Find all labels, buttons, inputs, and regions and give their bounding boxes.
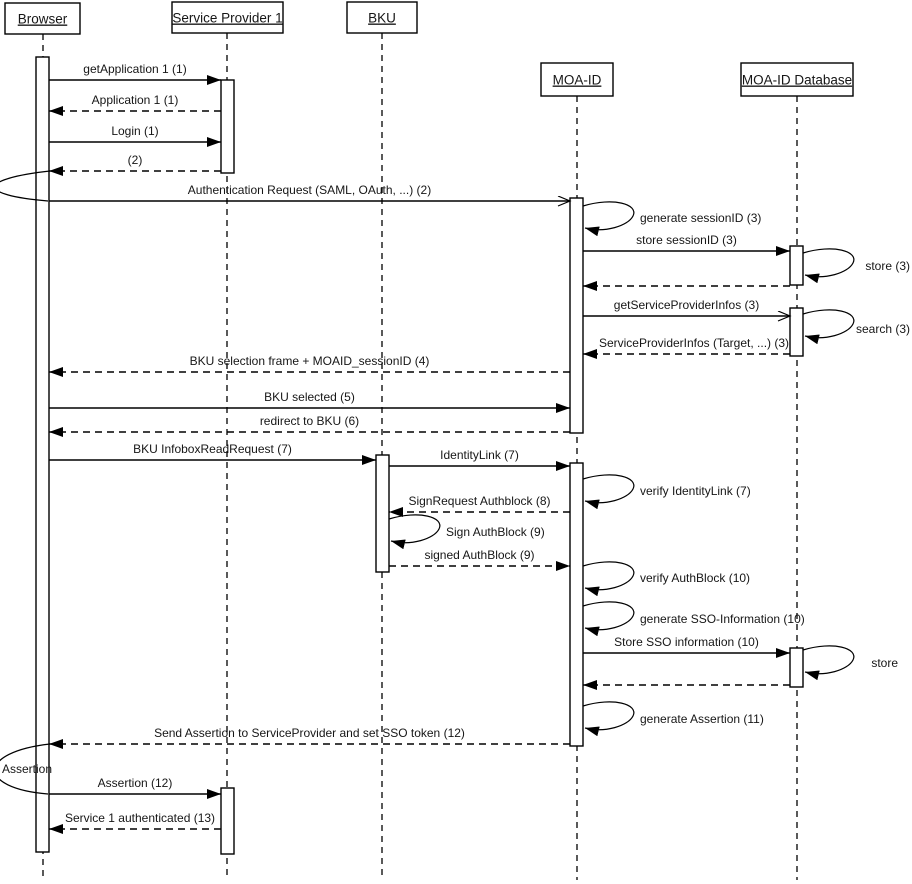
loop-sign-authblock-curve	[389, 515, 440, 543]
msg-authentication-request-label: Authentication Request (SAML, OAuth, ...) (2)	[187, 183, 432, 197]
msg-bku-infobox-read-request	[49, 442, 376, 460]
loop-verify-identity-link-curve	[583, 475, 634, 503]
activation-sp1-top	[221, 80, 234, 173]
loop-generate-sso-information-curve	[583, 602, 634, 630]
msg-bku-selection-frame	[49, 354, 570, 372]
msg-bku-selected-label: BKU selected (5)	[264, 390, 355, 404]
msg-store-sso-information	[583, 635, 790, 653]
activation-moaid-1	[570, 198, 583, 433]
actor-browser	[5, 3, 80, 34]
msg-get-application-label: getApplication 1 (1)	[83, 62, 187, 76]
loop-store	[803, 646, 898, 674]
msg-identity-link-label: IdentityLink (7)	[440, 448, 519, 462]
loop-search-3	[803, 310, 910, 338]
activation-db-1	[790, 246, 803, 285]
activation-bku	[376, 455, 389, 572]
msg-login-response-label: (2)	[127, 153, 143, 167]
msg-identity-link	[389, 448, 570, 466]
loop-generate-session-id-label: generate sessionID (3)	[640, 211, 762, 225]
msg-store-session-id-label: store sessionID (3)	[636, 233, 737, 247]
loop-store-label: store	[871, 656, 898, 670]
loop-search-3-curve	[803, 310, 854, 338]
actor-label-moa-id-database: MOA-ID Database	[741, 72, 853, 88]
actor-moa-id	[541, 63, 613, 96]
msg-signed-authblock	[389, 548, 570, 566]
actor-label-service-provider-1: Service Provider 1	[172, 10, 283, 26]
msg-bku-infobox-read-request-label: BKU InfoboxReadRequest (7)	[133, 442, 292, 456]
arc-redirect-bottom-label: Assertion	[2, 762, 53, 776]
msg-login	[49, 124, 221, 142]
loop-sign-authblock-label: Sign AuthBlock (9)	[446, 525, 545, 539]
msg-redirect-to-bku	[49, 414, 570, 432]
actor-label-bku: BKU	[368, 10, 396, 26]
loop-generate-assertion-curve	[583, 702, 634, 730]
msg-sp-infos-return	[583, 336, 790, 354]
loop-generate-assertion	[583, 702, 764, 730]
activation-db-2	[790, 308, 803, 356]
activation-db-3	[790, 648, 803, 687]
actor-moa-id-database	[741, 63, 853, 96]
activation-moaid-2	[570, 463, 583, 746]
loop-generate-sso-information	[583, 602, 805, 630]
loop-verify-authblock-curve	[583, 562, 634, 590]
msg-assertion-label: Assertion (12)	[97, 776, 173, 790]
loop-generate-assertion-label: generate Assertion (11)	[640, 712, 764, 726]
msg-authentication-request	[49, 183, 570, 201]
msg-get-sp-infos-label: getServiceProviderInfos (3)	[613, 298, 760, 312]
msg-store-session-id	[583, 233, 790, 251]
msg-sp-infos-return-label: ServiceProviderInfos (Target, ...) (3)	[598, 336, 790, 350]
msg-redirect-to-bku-label: redirect to BKU (6)	[259, 414, 360, 428]
loop-store-3	[803, 249, 910, 277]
loop-verify-identity-link	[583, 475, 751, 503]
activation-sp1-bottom	[221, 788, 234, 854]
loop-store-curve	[803, 646, 854, 674]
msg-bku-selected	[49, 390, 570, 408]
actor-label-browser: Browser	[17, 11, 68, 27]
msg-signed-authblock-label: signed AuthBlock (9)	[424, 548, 535, 562]
msg-service-authenticated	[49, 811, 221, 829]
msg-get-application	[49, 62, 221, 80]
actor-bku	[347, 2, 417, 33]
msg-application	[49, 93, 221, 111]
loop-sign-authblock	[389, 515, 545, 543]
actor-label-moa-id: MOA-ID	[552, 72, 602, 88]
loop-verify-identity-link-label: verify IdentityLink (7)	[640, 484, 751, 498]
msg-sign-request-authblock	[389, 494, 570, 512]
msg-store-sso-information-label: Store SSO information (10)	[614, 635, 759, 649]
msg-application-label: Application 1 (1)	[91, 93, 179, 107]
msg-service-authenticated-label: Service 1 authenticated (13)	[64, 811, 216, 825]
loop-generate-sso-information-label: generate SSO-Information (10)	[640, 612, 805, 626]
msg-assertion	[49, 776, 221, 794]
msg-login-label: Login (1)	[111, 124, 159, 138]
loop-verify-authblock	[583, 562, 750, 590]
loop-store-3-curve	[803, 249, 854, 277]
actor-service-provider-1	[172, 2, 283, 33]
activation-browser	[36, 57, 49, 852]
loop-verify-authblock-label: verify AuthBlock (10)	[640, 571, 751, 585]
loop-search-3-label: search (3)	[855, 322, 910, 336]
loop-store-3-label: store (3)	[865, 259, 910, 273]
msg-login-response	[49, 153, 221, 171]
msg-bku-selection-frame-label: BKU selection frame + MOAID_sessionID (4)	[189, 354, 430, 368]
msg-send-assertion	[49, 726, 570, 744]
msg-get-sp-infos	[583, 298, 790, 316]
msg-send-assertion-label: Send Assertion to ServiceProvider and set SSO token (12)	[154, 726, 465, 740]
loop-generate-session-id	[583, 202, 761, 230]
msg-sign-request-authblock-label: SignRequest Authblock (8)	[408, 494, 551, 508]
loop-generate-session-id-curve	[583, 202, 634, 230]
